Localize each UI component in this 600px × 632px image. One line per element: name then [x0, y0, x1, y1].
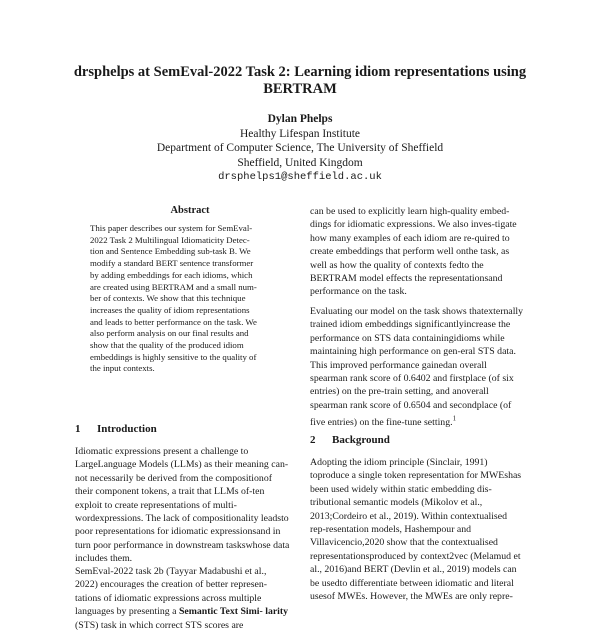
author-block	[100, 112, 500, 185]
background-p-line: produce a single token representation for MWEs	[317, 470, 509, 482]
right-p2-last-text: place (of five entries) on the fine-tune setting.	[310, 399, 512, 428]
background-p-line: and BERT (Devlin et al., 2019) models can be used	[310, 564, 517, 589]
right-p2-line: overall spearman rank score of 0.6504 and second	[310, 386, 489, 411]
intro-p2-line-4-pre: languages by presenting a	[75, 606, 179, 618]
abstract-body-line: modify a standard BERT sentence transformer	[90, 258, 254, 269]
right-p1-line: dings for idiomatic expressions. We also inves-	[310, 219, 495, 231]
right-p1-line: quired to create embeddings that perform well on	[310, 232, 510, 258]
abstract-body-line: ber of contexts. We show that this technique	[90, 293, 246, 304]
introduction-paragraph-2	[75, 565, 290, 632]
right-p1-line: can be used to explicitly learn high-quality embed-	[310, 206, 510, 217]
background-heading	[310, 434, 390, 446]
intro-p1-line: and in turn poor performance in downstream tasks	[75, 526, 281, 551]
abstract-body-line: are created using BERTRAM and a small num-	[90, 281, 257, 292]
intro-p1-line: expressions. The lack of compositionality leads	[95, 513, 282, 525]
right-p1-line: and performance on the task.	[310, 273, 503, 298]
introduction-paragraph-1	[75, 445, 290, 566]
intro-p1-line: ten exploit to create representations of multi-word	[75, 486, 265, 525]
right-p1-line: to the BERTRAM model effects the representations	[310, 259, 489, 285]
background-p-line: 2020 show that the contextualised representations	[310, 537, 498, 562]
abstract-body-line: 2022 Task 2 Multilingual Idiomaticity Detec-	[90, 234, 250, 245]
intro-p2-line-4-bold: Semantic Text Simi-	[178, 606, 263, 618]
intro-p2-line-1: SemEval-2022 task 2b (Tayyar Madabushi et al.,	[75, 566, 267, 577]
author-location: Sheffield, United Kingdom	[237, 156, 363, 169]
title-line-2: BERTRAM	[263, 81, 337, 97]
author-affiliation-1: Healthy Lifespan Institute	[239, 127, 361, 140]
abstract-body-line: This paper describes our system for SemEval-	[90, 223, 253, 233]
intro-p1-line: to poor representations for idiomatic expressions	[75, 513, 289, 538]
right-p2-line: increase the performance on STS data containing	[310, 319, 511, 344]
right-p2-line: an overall spearman rank score of 0.6402 and first	[310, 359, 487, 385]
right-p2-line: idioms while maintaining high performance on gen-	[310, 332, 505, 358]
background-p-line: has been used widely within static embedding dis-	[310, 470, 522, 495]
background-p-line: Cordeiro et al., 2019). Within contextualised rep-	[310, 510, 507, 536]
introduction-heading	[75, 423, 157, 435]
background-p-line: tributional semantic models (Mikolov et al., 2013;	[310, 497, 483, 522]
right-p1-line: the task, as well as how the quality of contexts fed	[310, 246, 510, 271]
abstract-body-line: embeddings is highly sensitive to the quality of	[90, 351, 257, 362]
intro-p1-line: whose data includes them.	[75, 539, 290, 565]
background-p-line: produced by context2vec (Melamud et al., 2016)	[310, 550, 521, 576]
abstract-body	[90, 223, 288, 375]
abstract-body-line: increases the quality of idiom representations	[90, 304, 250, 315]
abstract-body-line: also perform analysis on our final results and	[90, 328, 249, 339]
intro-p1-line: of their component tokens, a trait that LLMs of-	[75, 472, 272, 498]
author-name: Dylan Phelps	[267, 113, 333, 125]
background-paragraph	[310, 456, 525, 603]
abstract-body-line: show that the quality of the produced idiom	[90, 340, 244, 351]
right-p2-line: eral STS data. This improved performance gained	[310, 346, 516, 371]
intro-p2-line-5-rest: (STS) task in which correct STS scores are	[75, 619, 244, 631]
right-p2-line: place (of six entries) on the pre-train setting, and an	[310, 373, 514, 398]
background-title: Background	[332, 434, 390, 446]
right-p2-line: externally trained idiom embeddings significantly	[310, 306, 524, 331]
right-p2-line: Evaluating our model on the task shows that	[310, 306, 484, 317]
intro-p1-line: Idiomatic expressions present a challenge to Large	[75, 446, 249, 471]
intro-p2-line-4	[75, 606, 263, 617]
intro-p1-line: not necessarily be derived from the composition	[75, 472, 264, 484]
title-line-1: drsphelps at SemEval-2022 Task 2: Learning idiom representations using	[73, 64, 527, 80]
author-email[interactable]: drsphelps1@sheffield.ac.uk	[218, 171, 382, 183]
intro-p2-line-5-bold: larity	[265, 606, 289, 618]
footnote-mark[interactable]: 1	[452, 414, 457, 423]
intro-p1-line: Language Models (LLMs) as their meaning can-	[97, 459, 289, 471]
intro-p2-line-2: 2022) encourages the creation of better represen-	[75, 579, 268, 591]
background-p-line: Adopting the idiom principle (Sinclair, 1991) to	[310, 457, 488, 482]
abstract-heading: Abstract	[170, 205, 210, 216]
right-column-paragraph-1	[310, 205, 525, 299]
background-p-line: resentation models, Hashempour and Villavicencio,	[310, 524, 472, 549]
background-p-line: to differentiate between idiomatic and literal uses	[310, 577, 514, 603]
intro-p2-line-3: tations of idiomatic expressions across multiple	[75, 592, 262, 604]
abstract-body-line: and leads to better performance on the task. We	[90, 316, 257, 327]
background-p-line: of MWEs. However, the MWEs are only repre-	[326, 591, 513, 603]
abstract-body-line: by adding embeddings for each idioms, which	[90, 269, 253, 280]
abstract-body-line: tion and Sentence Embedding sub-task B. We	[90, 246, 251, 257]
background-number: 2	[310, 434, 316, 446]
introduction-number: 1	[75, 423, 81, 435]
introduction-title: Introduction	[97, 423, 157, 435]
right-p1-line: tigate how many examples of each idiom are re-	[310, 219, 517, 244]
paper-title	[40, 64, 560, 98]
right-column-paragraph-2	[310, 305, 525, 429]
author-affiliation-2: Department of Computer Science, The University of Sheffield	[156, 142, 444, 154]
abstract-body-line: the input contexts.	[90, 363, 155, 374]
